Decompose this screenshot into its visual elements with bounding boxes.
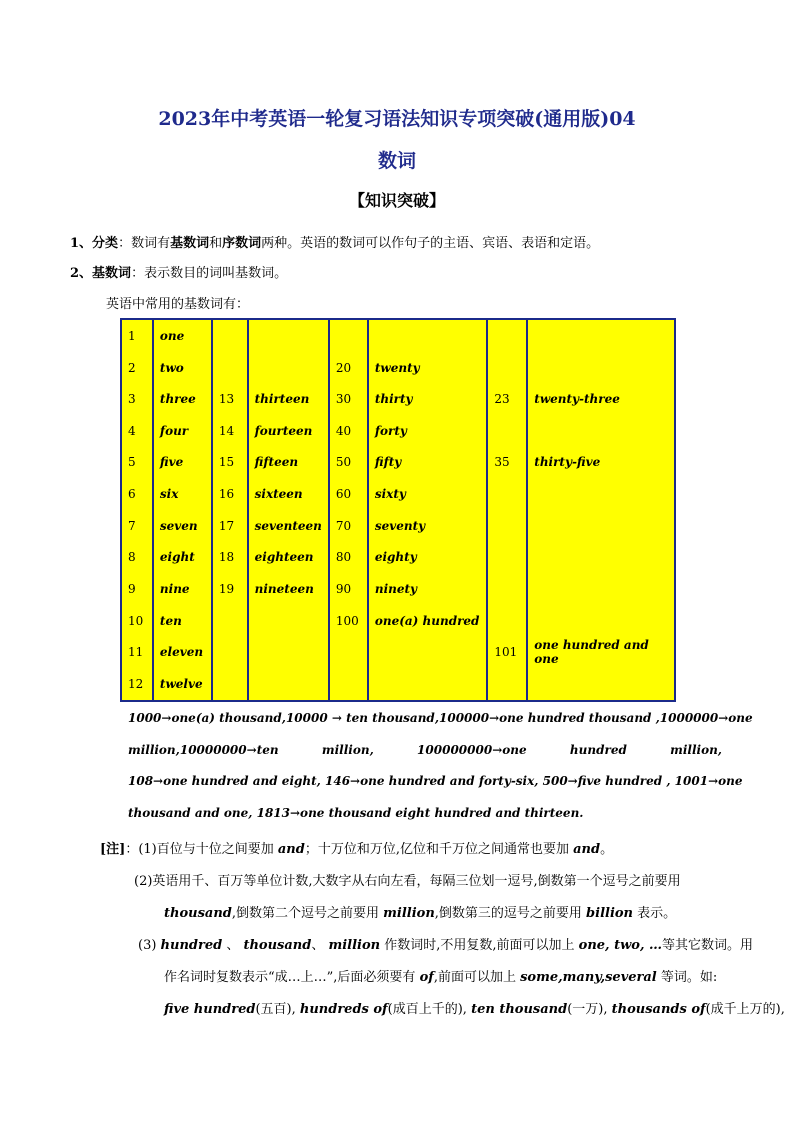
number-cell xyxy=(212,637,248,669)
note-text: ,前面可以加上 xyxy=(433,970,521,985)
number-cell: 14 xyxy=(212,415,248,447)
note-text: (成千上万的), xyxy=(705,1002,785,1017)
number-cell: 70 xyxy=(329,510,368,542)
number-cell xyxy=(329,637,368,669)
number-cell: 7 xyxy=(121,510,153,542)
number-cell: 6 xyxy=(121,478,153,510)
word-cell: ninety xyxy=(368,573,488,605)
word-cell: eight xyxy=(153,542,212,574)
word-cell xyxy=(527,510,675,542)
word-cell: seventy xyxy=(368,510,488,542)
word-cell xyxy=(368,668,488,701)
word-cell xyxy=(368,319,488,352)
table-row xyxy=(121,352,675,384)
number-cell xyxy=(329,668,368,701)
note-text: 等词。如: xyxy=(656,970,718,985)
note-text: 。 xyxy=(600,842,614,857)
word-cell xyxy=(248,319,329,352)
number-cell xyxy=(487,605,527,637)
word-cell xyxy=(527,668,675,701)
keyword: 序数词 xyxy=(222,236,262,251)
note-text: 表示。 xyxy=(633,906,677,921)
example-line: 1000→one(a) thousand,10000 → ten thousand,100000→one hundred thousand ,1000000→one xyxy=(128,711,753,725)
keyword: million xyxy=(328,938,381,953)
item-label: 分类 xyxy=(92,236,119,251)
keyword: hundred xyxy=(160,938,223,953)
number-cell xyxy=(487,478,527,510)
word-cell: eleven xyxy=(153,637,212,669)
number-cell: 3 xyxy=(121,383,153,415)
item-1 xyxy=(70,232,599,251)
note-2-line-1: (2)英语用千、百万等单位计数,大数字从右向左看，每隔三位划一逗号,倒数第一个逗号之前要用 xyxy=(134,874,681,889)
keyword: and xyxy=(573,842,601,857)
note-text: (一万), xyxy=(567,1002,612,1017)
word-cell: two xyxy=(153,352,212,384)
number-cell: 101 xyxy=(487,637,527,669)
number-cell xyxy=(212,605,248,637)
note-1 xyxy=(100,838,613,857)
item-number: 1、 xyxy=(70,236,93,251)
word-cell: nineteen xyxy=(248,573,329,605)
keyword: ten thousand xyxy=(471,1002,568,1017)
item-text: ：表示数目的词叫基数词。 xyxy=(131,266,288,281)
number-cell: 23 xyxy=(487,383,527,415)
note-text: ：(1)百位与十位之间要加 xyxy=(125,842,278,857)
table-row xyxy=(121,478,675,510)
word-cell: thirty-five xyxy=(527,447,675,479)
keyword: thousands of xyxy=(611,1002,706,1017)
number-cell: 12 xyxy=(121,668,153,701)
number-cell: 10 xyxy=(121,605,153,637)
word-cell: sixty xyxy=(368,478,488,510)
table-row xyxy=(121,383,675,415)
keyword: hundreds of xyxy=(299,1002,388,1017)
word-cell: seven xyxy=(153,510,212,542)
word-cell: forty xyxy=(368,415,488,447)
word-cell xyxy=(368,637,488,669)
keyword: five hundred xyxy=(164,1002,256,1017)
note-text: 作数词时,不用复数,前面可以加上 xyxy=(380,938,579,953)
word-cell: three xyxy=(153,383,212,415)
word-cell xyxy=(527,319,675,352)
word-cell: eighteen xyxy=(248,542,329,574)
word-cell xyxy=(527,573,675,605)
word-cell: five xyxy=(153,447,212,479)
number-cell: 11 xyxy=(121,637,153,669)
word-cell xyxy=(527,478,675,510)
word-cell: one xyxy=(153,319,212,352)
number-cell: 90 xyxy=(329,573,368,605)
word-cell: four xyxy=(153,415,212,447)
item-text: 两种。英语的数词可以作句子的主语、宾语、表语和定语。 xyxy=(261,236,600,251)
example-line: thousand and one, 1813→one thousand eight hundred and thirteen. xyxy=(128,806,584,820)
example-line: million,10000000→ten million, 100000000→one hundred million, xyxy=(128,743,722,757)
note-text: ,倒数第二个逗号之前要用 xyxy=(231,906,384,921)
keyword: one, two, … xyxy=(578,938,663,953)
number-cell: 1 xyxy=(121,319,153,352)
number-cell: 30 xyxy=(329,383,368,415)
word-cell: thirty xyxy=(368,383,488,415)
number-cell xyxy=(487,573,527,605)
item-number: 2、 xyxy=(70,266,93,281)
word-cell: six xyxy=(153,478,212,510)
keyword: some,many,several xyxy=(520,970,657,985)
table-row xyxy=(121,447,675,479)
table-row xyxy=(121,573,675,605)
number-cell xyxy=(487,352,527,384)
number-cell xyxy=(487,668,527,701)
number-cell xyxy=(329,319,368,352)
keyword: billion xyxy=(586,906,634,921)
table-row xyxy=(121,605,675,637)
item-text: ：数词有 xyxy=(118,236,171,251)
number-cell: 5 xyxy=(121,447,153,479)
note-text: 、 xyxy=(311,938,329,953)
word-cell xyxy=(248,352,329,384)
note-text: 作名词时复数表示“成…上…”,后面必须要有 xyxy=(164,970,420,985)
table-row xyxy=(121,668,675,701)
table-row xyxy=(121,510,675,542)
number-cell: 16 xyxy=(212,478,248,510)
number-cell: 80 xyxy=(329,542,368,574)
table-row xyxy=(121,542,675,574)
word-cell xyxy=(248,668,329,701)
note-text: ；十万位和万位,亿位和千万位之间通常也要加 xyxy=(304,842,574,857)
table-row xyxy=(121,637,675,669)
number-cell: 40 xyxy=(329,415,368,447)
number-cell: 15 xyxy=(212,447,248,479)
item-2 xyxy=(70,262,287,281)
note-3-line-3 xyxy=(164,998,785,1017)
number-cell xyxy=(487,319,527,352)
word-cell xyxy=(527,352,675,384)
number-cell: 100 xyxy=(329,605,368,637)
item-label: 基数词 xyxy=(92,266,132,281)
number-cell: 35 xyxy=(487,447,527,479)
word-cell: one hundred and one xyxy=(527,637,675,669)
word-cell: fifty xyxy=(368,447,488,479)
word-cell xyxy=(527,605,675,637)
number-cell: 60 xyxy=(329,478,368,510)
note-text: 等其它数词。用 xyxy=(662,938,754,953)
item-text: 和 xyxy=(209,236,223,251)
keyword: and xyxy=(277,842,305,857)
note-3-line-1 xyxy=(138,934,753,953)
word-cell: one(a) hundred xyxy=(368,605,488,637)
example-line: 108→one hundred and eight, 146→one hundred and forty-six, 500→five hundred , 1001→one xyxy=(128,774,743,788)
word-cell: nine xyxy=(153,573,212,605)
word-cell xyxy=(527,542,675,574)
keyword: thousand xyxy=(164,906,232,921)
word-cell xyxy=(527,415,675,447)
keyword: thousand xyxy=(243,938,312,953)
number-cell: 20 xyxy=(329,352,368,384)
word-cell: seventeen xyxy=(248,510,329,542)
keyword: million xyxy=(383,906,435,921)
note-text: ,倒数第三的逗号之前要用 xyxy=(434,906,587,921)
note-text: (3) xyxy=(138,938,161,953)
word-cell: fourteen xyxy=(248,415,329,447)
word-cell: twenty xyxy=(368,352,488,384)
word-cell: sixteen xyxy=(248,478,329,510)
number-cell xyxy=(212,668,248,701)
number-cell: 8 xyxy=(121,542,153,574)
number-cell: 2 xyxy=(121,352,153,384)
number-cell xyxy=(212,352,248,384)
word-cell: eighty xyxy=(368,542,488,574)
word-cell: twenty-three xyxy=(527,383,675,415)
section-heading: 【知识突破】 xyxy=(348,191,445,210)
document-subtitle: 数词 xyxy=(377,150,416,172)
number-cell: 4 xyxy=(121,415,153,447)
number-cell: 9 xyxy=(121,573,153,605)
number-cell: 17 xyxy=(212,510,248,542)
word-cell: fifteen xyxy=(248,447,329,479)
table-row xyxy=(121,415,675,447)
table-row xyxy=(121,319,675,352)
note-text: (成百上千的), xyxy=(387,1002,472,1017)
note-text: 、 xyxy=(222,938,244,953)
word-cell: ten xyxy=(153,605,212,637)
word-cell: thirteen xyxy=(248,383,329,415)
number-cell: 19 xyxy=(212,573,248,605)
note-2-line-2 xyxy=(164,902,676,921)
number-cell xyxy=(212,319,248,352)
number-cell: 13 xyxy=(212,383,248,415)
document-title: 2023年中考英语一轮复习语法知识专项突破(通用版)04 xyxy=(158,108,636,130)
note-3-line-2 xyxy=(164,966,717,985)
note-text: (五百), xyxy=(255,1002,300,1017)
number-cell xyxy=(487,510,527,542)
word-cell xyxy=(248,605,329,637)
cardinal-number-table xyxy=(120,318,676,702)
word-cell xyxy=(248,637,329,669)
number-cell: 50 xyxy=(329,447,368,479)
keyword: of xyxy=(419,970,434,985)
note-tag: [注] xyxy=(100,842,126,857)
number-cell xyxy=(487,542,527,574)
number-cell: 18 xyxy=(212,542,248,574)
table-intro: 英语中常用的基数词有： xyxy=(106,297,250,312)
number-cell xyxy=(487,415,527,447)
keyword: 基数词 xyxy=(170,236,210,251)
word-cell: twelve xyxy=(153,668,212,701)
